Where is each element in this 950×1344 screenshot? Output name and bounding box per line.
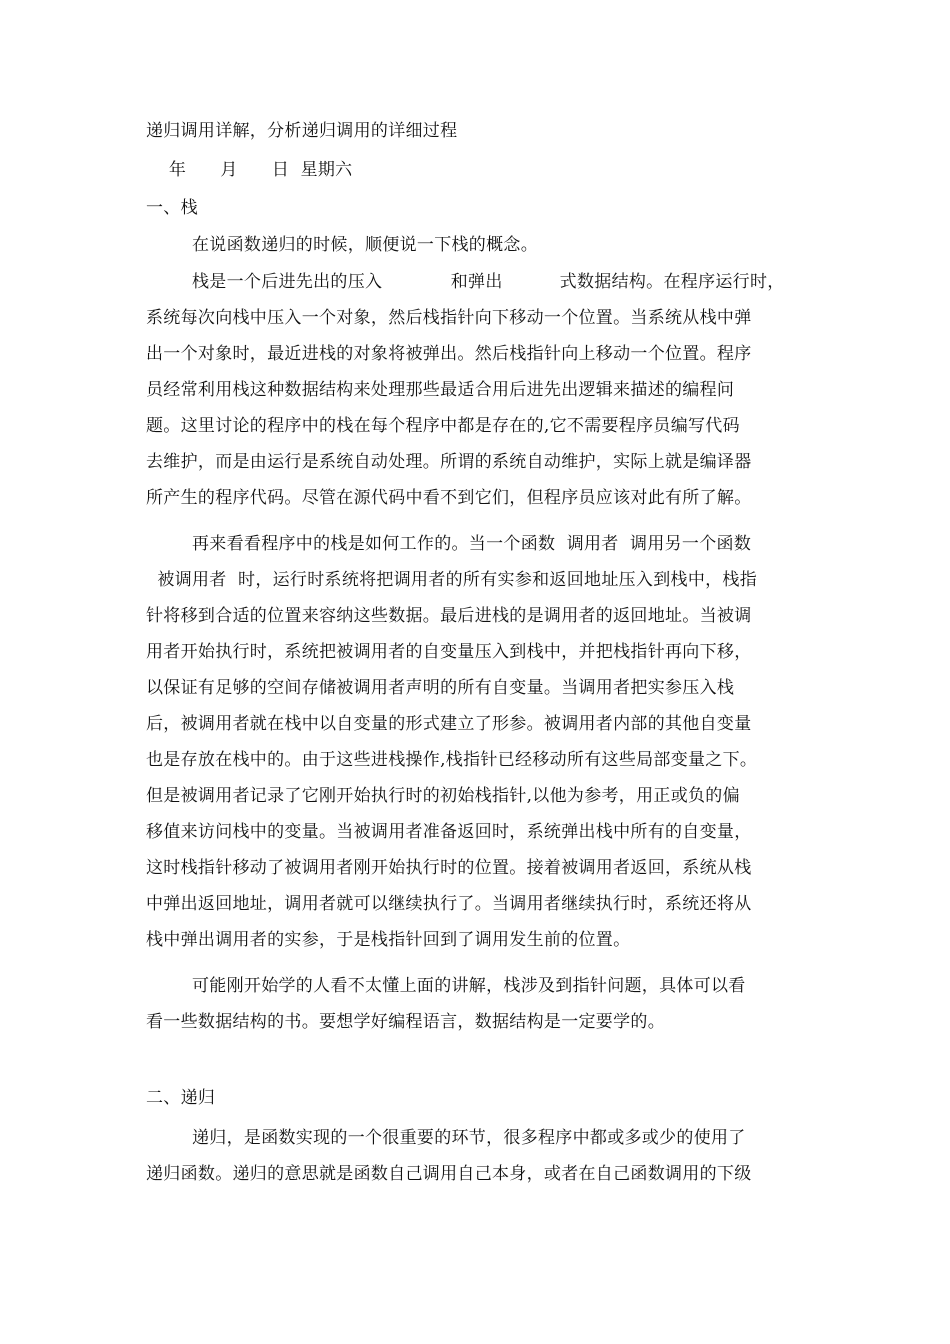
paragraph-line: 去维护，而是由运行是系统自动处理。所谓的系统自动维护，实际上就是编译器 (146, 452, 752, 472)
paragraph-line: 递归函数。递归的意思就是函数自己调用自己本身，或者在自己函数调用的下级 (146, 1164, 752, 1184)
paragraph-line: 后，被调用者就在栈中以自变量的形式建立了形参。被调用者内部的其他自变量 (146, 714, 752, 734)
paragraph-line: 也是存放在栈中的。由于这些进栈操作,栈指针已经移动所有这些局部变量之下。 (146, 750, 758, 770)
paragraph-line: 可能刚开始学的人看不太懂上面的讲解，栈涉及到指针问题，具体可以看 (192, 976, 746, 996)
paragraph-line: 题。这里讨论的程序中的栈在每个程序中都是存在的,它不需要程序员编写代码 (146, 416, 740, 436)
paragraph-line: 看一些数据结构的书。要想学好编程语言，数据结构是一定要学的。 (146, 1012, 665, 1032)
paragraph-line: 针将移到合适的位置来容纳这些数据。最后进栈的是调用者的返回地址。当被调 (146, 606, 752, 626)
paragraph-line: 员经常利用栈这种数据结构来处理那些最适合用后进先出逻辑来描述的编程问 (146, 380, 735, 400)
paragraph-line: 出一个对象时，最近进栈的对象将被弹出。然后栈指针向上移动一个位置。程序 (146, 344, 752, 364)
paragraph-line: 中弹出返回地址，调用者就可以继续执行了。当调用者继续执行时，系统还将从 (146, 894, 752, 914)
paragraph-line: 在说函数递归的时候，顺便说一下栈的概念。 (192, 235, 538, 255)
document-title: 递归调用详解，分析递归调用的详细过程 (146, 121, 458, 141)
paragraph-line: 递归，是函数实现的一个很重要的环节，很多程序中都或多或少的使用了 (192, 1128, 746, 1148)
paragraph-line: 再来看看程序中的栈是如何工作的。当一个函数 调用者 调用另一个函数 (192, 534, 752, 554)
paragraph-line: 所产生的程序代码。尽管在源代码中看不到它们，但程序员应该对此有所了解。 (146, 488, 752, 508)
section-heading-stack: 一、栈 (146, 198, 198, 218)
paragraph-line: 栈中弹出调用者的实参，于是栈指针回到了调用发生前的位置。 (146, 930, 631, 950)
paragraph-line: 以保证有足够的空间存储被调用者声明的所有自变量。当调用者把实参压入栈 (146, 678, 735, 698)
paragraph-line: 系统每次向栈中压入一个对象，然后栈指针向下移动一个位置。当系统从栈中弹 (146, 308, 752, 328)
paragraph-line: 用者开始执行时，系统把被调用者的自变量压入到栈中，并把栈指针再向下移， (146, 642, 752, 662)
paragraph-line: 被调用者 时，运行时系统将把调用者的所有实参和返回地址压入到栈中，栈指 (146, 570, 758, 590)
paragraph-line: 但是被调用者记录了它刚开始执行时的初始栈指针,以他为参考，用正或负的偏 (146, 786, 740, 806)
paragraph-line: 移值来访问栈中的变量。当被调用者准备返回时，系统弹出栈中所有的自变量， (146, 822, 752, 842)
section-heading-recursion: 二、递归 (146, 1088, 216, 1108)
date-line: 年 月 日 星期六 (146, 160, 353, 180)
paragraph-line: 栈是一个后进先出的压入 和弹出 式数据结构。在程序运行时， (192, 272, 785, 292)
paragraph-line: 这时栈指针移动了被调用者刚开始执行时的位置。接着被调用者返回，系统从栈 (146, 858, 752, 878)
